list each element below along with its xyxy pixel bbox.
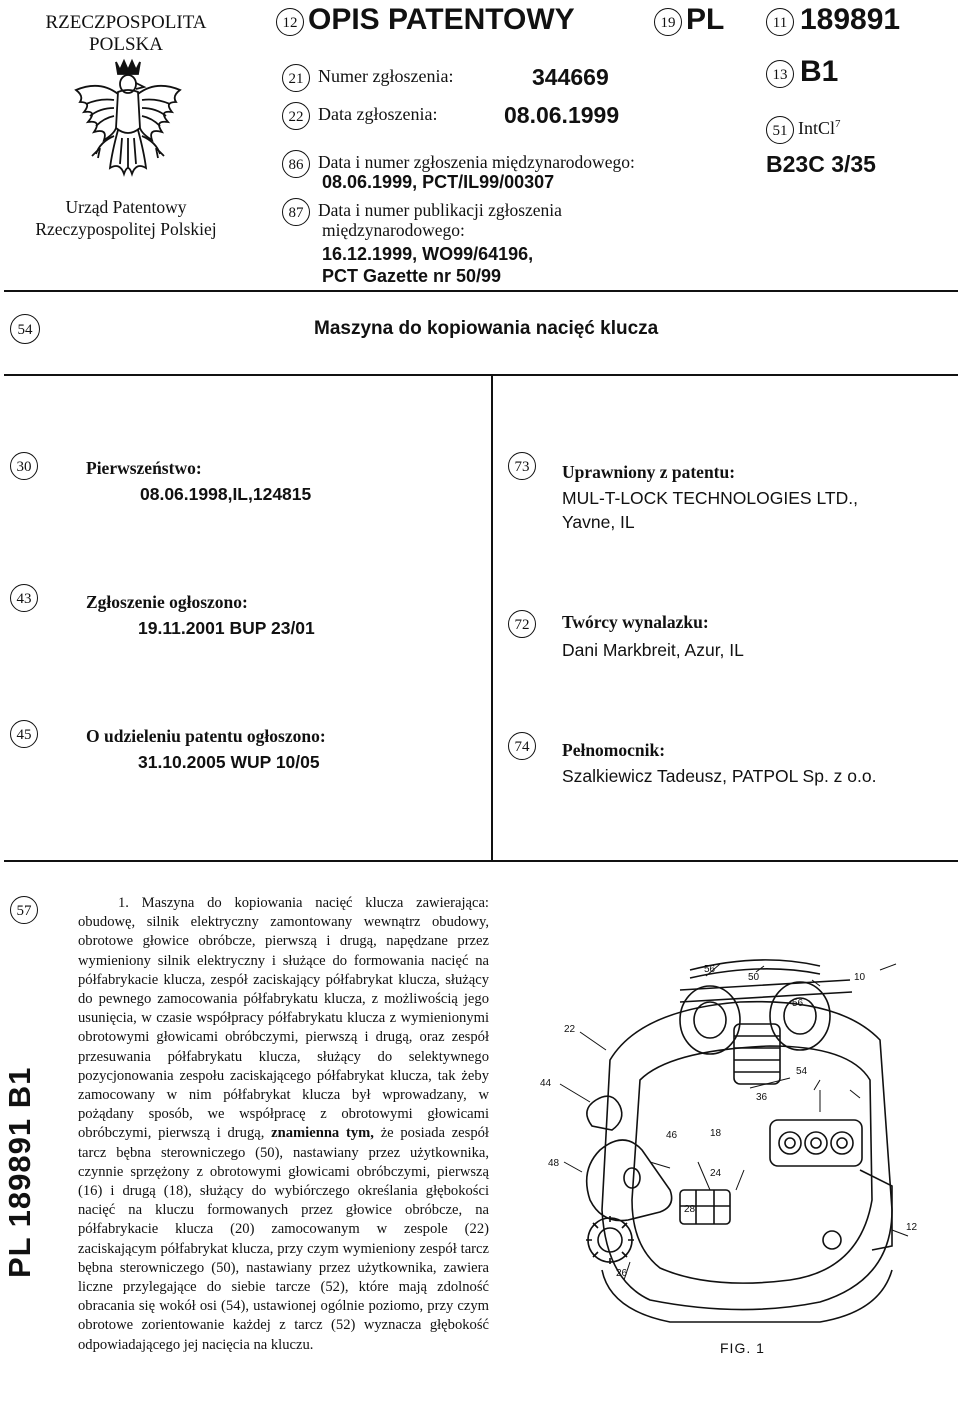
intcl-text: IntCl <box>798 118 836 138</box>
filing-date-label: Data zgłoszenia: <box>318 104 438 124</box>
inid-code-21: 21 <box>282 64 310 92</box>
country-line2: POLSKA <box>89 34 163 55</box>
grant-published-label: O udzieleniu patentu ogłoszono: <box>86 726 326 746</box>
eagle-emblem <box>70 58 186 192</box>
country-code: PL <box>686 3 725 36</box>
filing-date: 08.06.1999 <box>504 102 620 128</box>
rule-title <box>4 374 958 376</box>
intcl-value: B23C 3/35 <box>766 151 876 177</box>
application-published-label: Zgłoszenie ogłoszono: <box>86 592 248 612</box>
figure-label-22: 22 <box>564 1024 576 1035</box>
small-button <box>823 1231 841 1249</box>
claim-text-part2: że posiada zespół tarcz bębna sterowniczego (50), nastawiany przez użytkownika, czynnie sprzężony z obrotowymi głowicami obróbczymi, pierwszą (16) i drugą (18), służący do wybiórczego określania głębokości nacięć na kluczu formowanych przez głowice obróbcze, na półfabrykacie klucza (20) zamocowanym w zespole (22) zaciskającym półfabrykat klucza, przy czym wymieniony zespół tarcz bębna sterowniczego (50), nastawiany przez użytkownika, zawiera liczne przylegające do siebie tarcze (52), które mają zdolność obracania się wokół osi (54), ustawionej ogólnie poziomo, przy czym obrotowe zorientowanie każdej z tarcz (52) wyznacza głębokość odpowiadającego jej nacięcia na kluczu. <box>78 1125 489 1353</box>
document-type: OPIS PATENTOWY <box>308 3 575 36</box>
inid-code-74: 74 <box>508 732 536 760</box>
figure-label-24: 24 <box>710 1168 722 1179</box>
priority-label: Pierwszeństwo: <box>86 458 202 478</box>
office-line1: Urząd Patentowy <box>65 197 187 217</box>
intcl-label <box>798 118 841 139</box>
rule-top <box>4 290 958 292</box>
office-line2: Rzeczypospolitej Polskiej <box>35 219 217 239</box>
figure-label-10: 10 <box>854 972 866 983</box>
country-line1: RZECZPOSPOLITA <box>45 12 207 33</box>
application-number: 344669 <box>532 64 609 90</box>
patentee-name: MUL-T-LOCK TECHNOLOGIES LTD., <box>562 488 858 508</box>
figure-label-46: 46 <box>666 1130 678 1141</box>
intl-application-value: 08.06.1999, PCT/IL99/00307 <box>322 172 555 192</box>
inid-code-11: 11 <box>766 8 794 36</box>
inid-code-12: 12 <box>276 8 304 36</box>
column-divider <box>491 374 493 860</box>
application-number-label: Numer zgłoszenia: <box>318 66 454 86</box>
figure-label-44: 44 <box>540 1078 552 1089</box>
figure-label-28: 28 <box>684 1204 696 1215</box>
grant-published-value: 31.10.2005 WUP 10/05 <box>138 752 320 772</box>
claim-text <box>78 894 489 1355</box>
cutter-head-1 <box>680 986 740 1054</box>
patentee-label: Uprawniony z patentu: <box>562 462 736 482</box>
inid-code-30: 30 <box>10 452 38 480</box>
inventors-label: Twórcy wynalazku: <box>562 612 709 632</box>
intcl-sup: 7 <box>835 118 841 130</box>
invention-title: Maszyna do kopiowania nacięć klucza <box>314 318 659 339</box>
figure-label-54: 54 <box>796 1066 808 1077</box>
figure-label-56a: 56 <box>704 964 716 975</box>
figure-label-12: 12 <box>906 1222 918 1233</box>
intl-publication-label-1: Data i numer publikacji zgłoszenia <box>318 200 562 220</box>
inid-code-22: 22 <box>282 102 310 130</box>
cutter-head-2 <box>770 982 830 1050</box>
control-panel <box>770 1120 862 1166</box>
inid-code-72: 72 <box>508 610 536 638</box>
figure-label-36: 36 <box>756 1092 768 1103</box>
inid-code-73: 73 <box>508 452 536 480</box>
attorney-label: Pełnomocnik: <box>562 740 666 760</box>
inid-code-43: 43 <box>10 584 38 612</box>
side-label: PL 189891 B1 <box>2 1066 37 1278</box>
inid-code-19: 19 <box>654 8 682 36</box>
intl-application-label: Data i numer zgłoszenia międzynarodowego: <box>318 152 635 172</box>
attorney-value: Szalkiewicz Tadeusz, PATPOL Sp. z o.o. <box>562 766 877 786</box>
claim-characterizing: znamienna tym, <box>271 1125 374 1142</box>
inid-code-87: 87 <box>282 198 310 226</box>
key-cutting-machine-drawing <box>520 950 920 1330</box>
figure-label-56b: 56 <box>792 998 804 1009</box>
control-button-1 <box>779 1132 801 1154</box>
inventors-value: Dani Markbreit, Azur, IL <box>562 640 744 660</box>
eagle-icon <box>70 58 186 192</box>
figure-label-50: 50 <box>748 972 760 983</box>
intl-publication-value-1: 16.12.1999, WO99/64196, <box>322 244 534 264</box>
figure-caption: FIG. 1 <box>720 1340 765 1356</box>
figure-1 <box>520 950 920 1330</box>
patent-number: 189891 <box>800 3 901 36</box>
country-name <box>8 12 244 56</box>
priority-value: 08.06.1998,IL,124815 <box>140 484 312 504</box>
patentee-location: Yavne, IL <box>562 512 635 532</box>
kind-code: B1 <box>800 55 839 88</box>
figure-label-18: 18 <box>710 1128 722 1139</box>
figure-label-26: 26 <box>616 1268 628 1279</box>
crank-handle <box>587 1140 672 1221</box>
control-button-3 <box>831 1132 853 1154</box>
rule-bottom <box>4 860 958 862</box>
intl-publication-label-2: międzynarodowego: <box>322 220 465 240</box>
knob <box>587 1096 622 1130</box>
inid-code-57: 57 <box>10 896 38 924</box>
inid-code-13: 13 <box>766 60 794 88</box>
intl-publication-value-2: PCT Gazette nr 50/99 <box>322 266 502 286</box>
figure-label-48: 48 <box>548 1158 560 1169</box>
inid-code-45: 45 <box>10 720 38 748</box>
application-published-value: 19.11.2001 BUP 23/01 <box>138 618 315 638</box>
patent-office <box>8 196 244 240</box>
inid-code-54: 54 <box>10 314 40 344</box>
control-button-2 <box>805 1132 827 1154</box>
claim-text-part1: 1. Maszyna do kopiowania nacięć klucza zawierająca: obudowę, silnik elektryczny zamontowany wewnątrz obudowy, obrotowe głowice obróbcze, pierwszą i drugą, napędzane przez wymieniony silnik elektryczny i służące do formowania nacięć na półfabrykacie klucza, zespół zaciskający półfabrykat klucza, służący do pewnego zamocowania półfabrykatu klucza, z możliwością jego usunięcia, w czasie współpracy półfabrykatu klucza z wymienionymi obrotowymi głowicami obróbczymi, pierwszą i drugą, oraz zespół przesuwania półfabrykatu klucza, służący do selektywnego pozycjonowania zespołu zaciskającego półfabrykat klucza, tak żeby zamocowany w nim półfabrykat klucza był wprowadzany, w pożądany sposób, we współpracę z obrotowymi głowicami obróbczymi, pierwszą i drugą, <box>78 895 489 1142</box>
inid-code-51: 51 <box>766 116 794 144</box>
inid-code-86: 86 <box>282 150 310 178</box>
